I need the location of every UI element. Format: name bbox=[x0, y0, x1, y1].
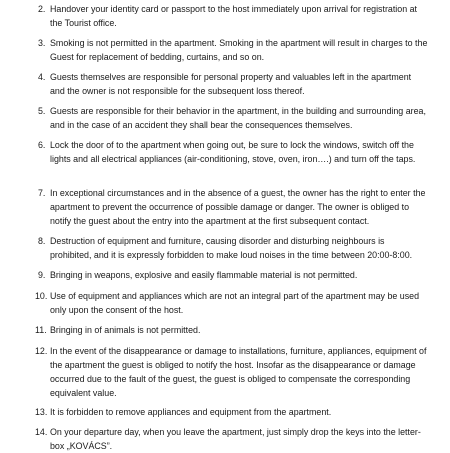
rule-number: 3. bbox=[38, 38, 46, 48]
rule-number: 4. bbox=[38, 72, 46, 82]
rule-text: Bringing in weapons, explosive and easily flammable material is not permitted. bbox=[50, 270, 358, 280]
rule-text: On your departure day, when you leave the apartment, just simply drop the keys into the letter-box „KOVÁCS”. bbox=[50, 427, 421, 451]
rule-number: 8. bbox=[38, 236, 46, 246]
rule-number: 12. bbox=[35, 346, 48, 356]
rule-text: Use of equipment and appliances which are not an integral part of the apartment may be used only upon the consent of the host. bbox=[50, 291, 420, 315]
rule-number: 13. bbox=[35, 407, 48, 417]
rule-number: 9. bbox=[38, 270, 46, 280]
rule-text: In the event of the disappearance or damage to installations, furniture, appliances, equipment of the apartment the guest is obliged to notify the host. Insofar as the disappearance or damage occurred due to the fault of the guest, the guest is obliged to compensate the corresponding equivalent value. bbox=[50, 346, 427, 398]
rule-text: Destruction of equipment and furniture, causing disorder and disturbing neighbours is prohibited, and it is expressly forbidden to make loud noises in the time between 20:00-8:00. bbox=[50, 236, 413, 260]
rule-number: 14. bbox=[35, 427, 48, 437]
rule-text: Guests are responsible for their behavior in the apartment, in the building and surrounding area, and in the case of an accident they shall bear the consequences themselves. bbox=[50, 106, 426, 130]
rule-text: Guests themselves are responsible for personal property and valuables left in the apartment and the owner is not responsible for the subsequent loss thereof. bbox=[50, 72, 412, 96]
rule-text: Handover your identity card or passport to the host immediately upon arrival for registration at the Tourist office. bbox=[50, 4, 418, 28]
rule-number: 6. bbox=[38, 140, 46, 150]
rule-text: In exceptional circumstances and in the absence of a guest, the owner has the right to enter the apartment to prevent the occurrence of possible damage or danger. The owner is obliged to notify the guest about the entry into the apartment at the first subsequent contact. bbox=[50, 188, 426, 226]
rule-number: 10. bbox=[35, 291, 48, 301]
rule-text: Bringing in of animals is not permitted. bbox=[50, 325, 201, 335]
rule-number: 11. bbox=[35, 325, 47, 335]
rule-number: 7. bbox=[38, 188, 46, 198]
rule-number: 5. bbox=[38, 106, 46, 116]
rule-text: Smoking is not permitted in the apartment. Smoking in the apartment will result in charges to the Guest for replacement of bedding, curtains, and so on. bbox=[50, 38, 428, 62]
rule-text: It is forbidden to remove appliances and equipment from the apartment. bbox=[50, 407, 332, 417]
rule-number: 2. bbox=[38, 4, 46, 14]
rule-text: Lock the door of to the apartment when going out, be sure to lock the windows, switch off the lights and all electrical appliances (air-conditioning, stove, oven, iron….) and turn off the taps. bbox=[50, 140, 416, 164]
